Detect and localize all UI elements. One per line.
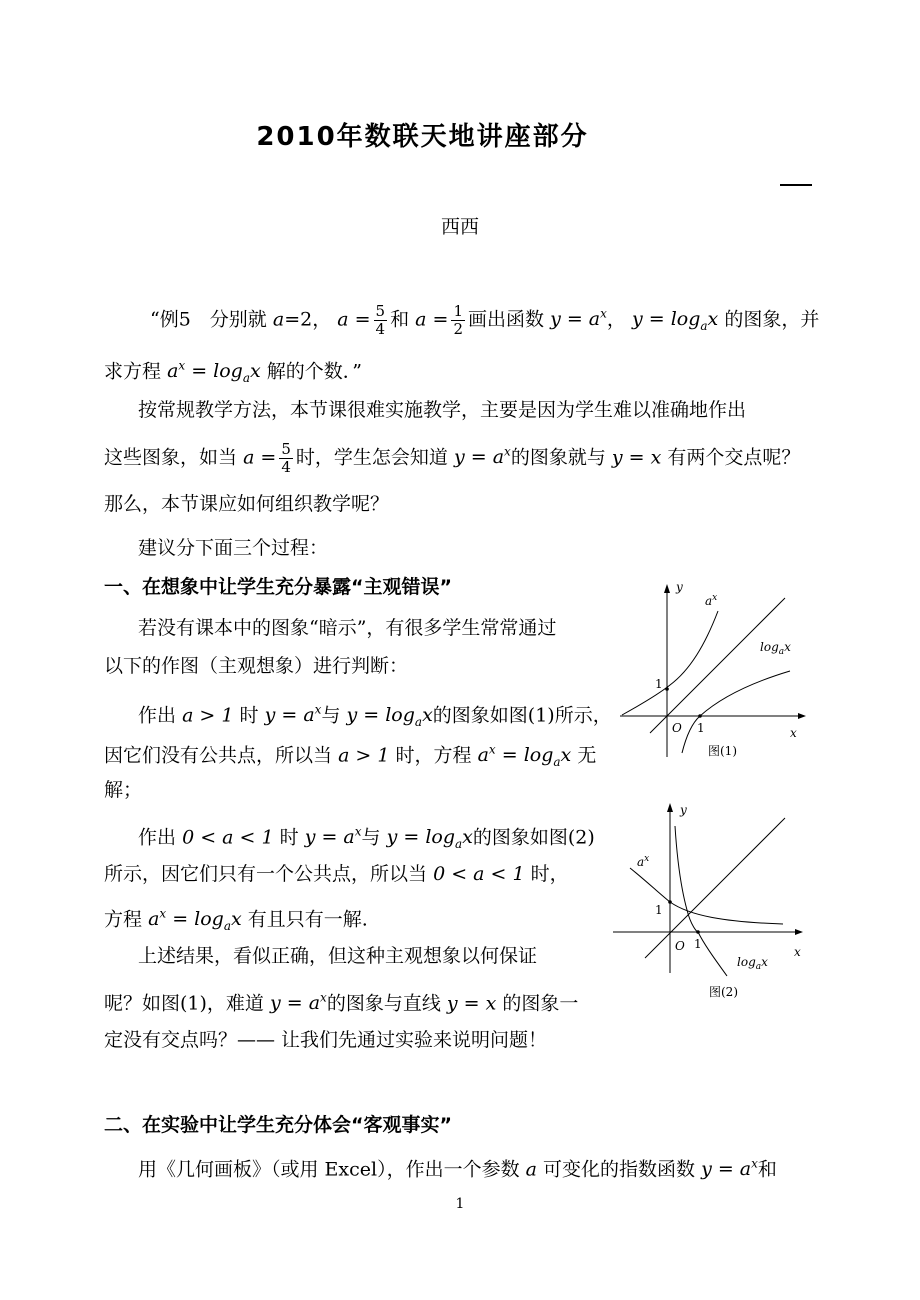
example-text: 和 [390, 308, 410, 331]
s2-p1-line: 用《几何画板》（或用 Excel），作出一个参数 a 可变化的指数函数 $y = a^x$和 [138, 1157, 777, 1181]
s1-p1-line-1: 若没有课本中的图象“暗示”，有很多学生常常通过 [138, 617, 557, 639]
s1-p4-line-1: 上述结果，看似正确，但这种主观想象以何保证 [138, 945, 538, 967]
para1-line-2: 这些图象，如当 a = $\frac{5}{4}$ 时，学生怎会知道 $y = a^x$的图象就与 y = x 有两个交点呢？ [104, 439, 801, 476]
fig1-line-y-eq-x [650, 598, 785, 733]
s1-p2-line-3: 解； [104, 779, 143, 801]
fig2-point-1-0 [696, 930, 700, 934]
s1-p1-line-2: 以下的作图（主观想象）进行判断： [104, 655, 409, 677]
fraction-1-2: $\frac{1}{2}$ [453, 301, 463, 338]
fig1-label-1x: 1 [697, 721, 705, 735]
fig2-label-1y: 1 [655, 903, 663, 917]
fig1-label-1y: 1 [655, 677, 663, 691]
figure-2-graph [605, 798, 810, 1006]
title-dash [780, 184, 812, 186]
s1-p3-line-2: 所示，因它们只有一个公共点，所以当 0 < a < 1 时， [104, 863, 569, 885]
example-text: 画出函数 [468, 308, 545, 331]
s1-p4-line-3: 定没有交点吗？—— 让我们先通过实验来说明问题！ [104, 1029, 548, 1051]
example-line-2: 求方程 $a^x = \log_ax$ 解的个数．” [104, 359, 362, 386]
fig1-caption: 图(1) [708, 744, 737, 758]
fig1-curve-log [682, 671, 790, 753]
s1-p4-line-2: 呢？如图(1)，难道 $y = a^x$的图象与直线 y = x 的图象一 [104, 991, 579, 1015]
page-title: 2010年数联天地讲座部分 [256, 122, 589, 152]
math-a-eq: a = [337, 308, 371, 331]
example-text: “例5 分别就 [150, 308, 267, 331]
example-line-1 [150, 300, 819, 340]
s1-p3-line-3: 方程 $a^x = \log_ax$ 有且只有一解. [104, 907, 368, 934]
fig1-x-arrow [798, 713, 806, 719]
fig1-label-y: y [676, 580, 683, 594]
section2-heading: 二、在实验中让学生充分体会“客观事实” [104, 1114, 452, 1136]
fig2-label-ax: $a^x$ [637, 854, 650, 869]
fig2-label-1x: 1 [694, 937, 702, 951]
s1-p2-line-1: 作出 a > 1 时 $y = a^x$与 $y = \log_ax$的图象如图(1)所示， [138, 703, 612, 730]
math-y-ax: $y = a^x$ [550, 307, 607, 331]
author-name: 西西 [440, 216, 479, 238]
s1-p3-line-1: 作出 0 < a < 1 时 $y = a^x$与 $y = \log_ax$的图象如图(2) [138, 825, 595, 852]
fig2-label-log: $\log_ax$ [737, 955, 768, 972]
fig2-caption: 图(2) [709, 985, 738, 999]
fig2-x-arrow [795, 929, 803, 935]
fig1-label-x: x [790, 726, 797, 740]
fig1-label-o: O [672, 721, 682, 735]
fig2-label-x: x [794, 945, 801, 959]
fig1-label-ax: $a^x$ [705, 593, 718, 608]
figure-1-graph [610, 575, 810, 770]
example-text: =2， [284, 308, 332, 331]
math-a: a [272, 308, 285, 331]
para2-line: 建议分下面三个过程： [138, 537, 329, 559]
fig2-point-0-1 [668, 900, 672, 904]
example-text: ， [606, 308, 626, 331]
example-text: 的图象，并 [724, 308, 820, 331]
fig2-label-o: O [675, 939, 685, 953]
fig1-point-0-1 [665, 687, 669, 691]
page-number: 1 [455, 1196, 465, 1212]
fig2-line-y-eq-x [645, 818, 785, 958]
fig1-curve-ax [622, 611, 718, 715]
section1-heading: 一、在想象中让学生充分暴露“主观错误” [104, 576, 452, 598]
fig2-label-y: y [680, 803, 687, 817]
fig1-y-arrow [664, 584, 670, 593]
fig1-point-1-0 [698, 714, 702, 718]
fraction-5-4: $\frac{5}{4}$ [375, 301, 386, 338]
math-a-eq: a = [415, 308, 449, 331]
fig2-y-arrow [667, 803, 673, 812]
para1-line-3: 那么，本节课应如何组织教学呢？ [104, 493, 390, 515]
fraction-5-4-b: $\frac{5}{4}$ [281, 439, 291, 476]
math-y-log: $y = \log_ax$ [631, 308, 719, 334]
fig2-curve-log [675, 826, 727, 976]
s1-p2-line-2: 因它们没有公共点，所以当 a > 1 时，方程 $a^x = \log_ax$ 无 [104, 743, 597, 770]
para1-line-1: 按常规教学方法，本节课很难实施教学，主要是因为学生难以准确地作出 [138, 399, 747, 421]
math-eq: $a^x = \log_ax$ [167, 359, 261, 386]
fig1-label-log: $\log_ax$ [760, 640, 791, 657]
